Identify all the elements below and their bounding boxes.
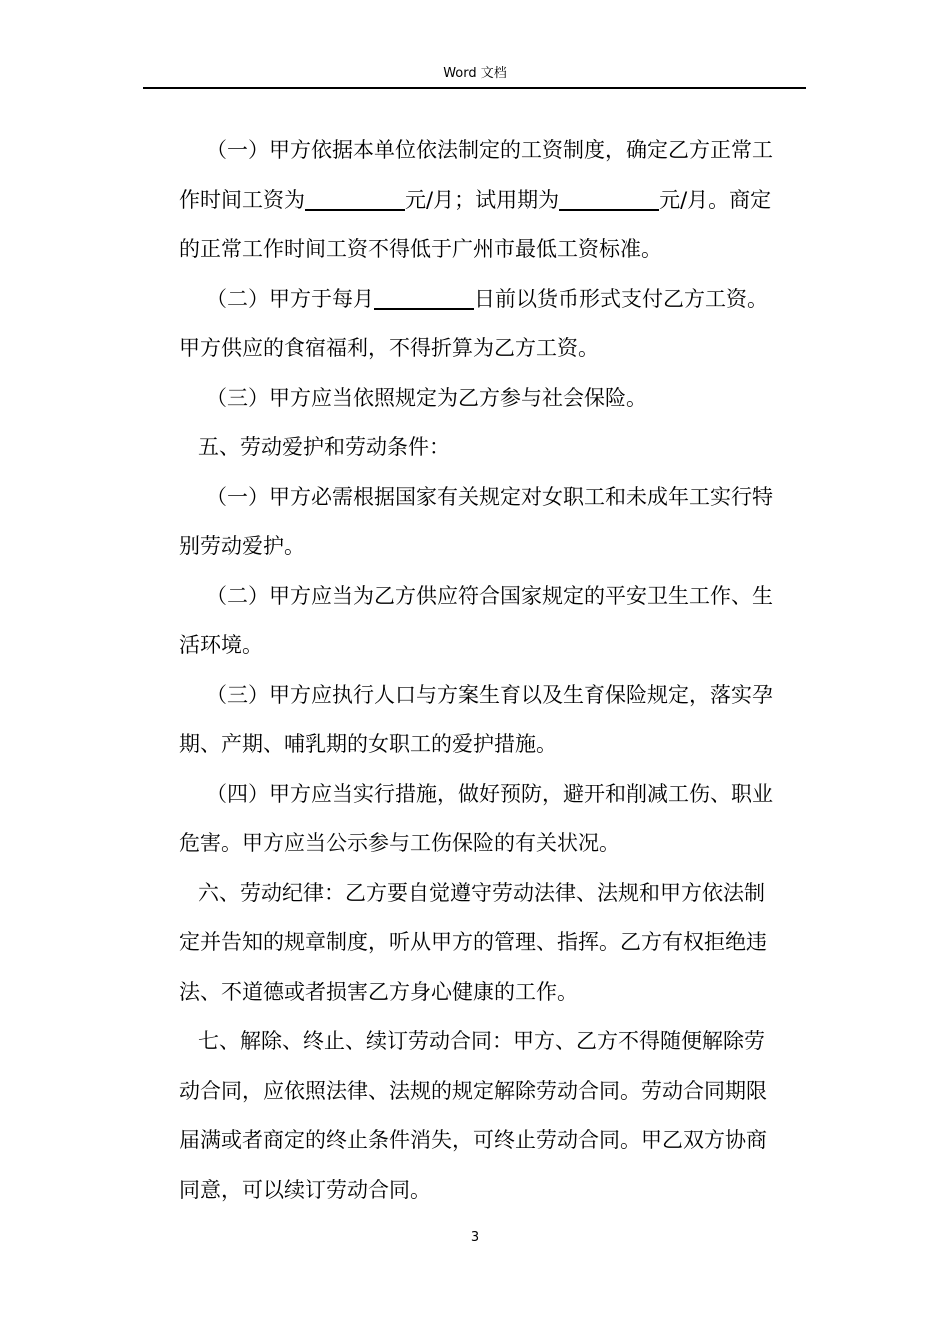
paragraph-contract-termination-line-4: 同意，可以续订劳动合同。 — [179, 1177, 431, 1202]
paragraph-maternity-line-1: （三）甲方应执行人口与方案生育以及生育保险规定，落实孕 — [206, 682, 773, 707]
paragraph-labor-discipline-line-3: 法、不道德或者损害乙方身心健康的工作。 — [179, 979, 578, 1004]
paragraph-pay-day-line-1 — [179, 275, 809, 325]
paragraph-wage-system-line-2 — [179, 176, 809, 226]
paragraph-pay-day-line-2: 甲方供应的食宿福利，不得折算为乙方工资。 — [179, 336, 599, 360]
paragraph-female-workers-line-1: （一）甲方必需根据国家有关规定对女职工和未成年工实行特 — [206, 484, 773, 509]
probation-wage-blank — [559, 187, 659, 211]
page-number: 3 — [470, 1230, 480, 1245]
paragraph-safety-environment-line-2: 活环境。 — [179, 633, 263, 657]
paragraph-injury-prevention-line-2: 危害。甲方应当公示参与工伤保险的有关状况。 — [179, 831, 620, 855]
pay-day-blank — [374, 286, 474, 310]
paragraph-maternity-line-2: 期、产期、哺乳期的女职工的爱护措施。 — [179, 732, 557, 756]
wage-text-b: 元/月；试用期为 — [405, 187, 560, 212]
normal-wage-blank — [305, 187, 405, 211]
paragraph-wage-system-line-1: （一）甲方依据本单位依法制定的工资制度，确定乙方正常工 — [206, 138, 773, 162]
wage-text-a: 作时间工资为 — [179, 187, 305, 212]
paragraph-labor-discipline-line-2: 定并告知的规章制度，听从甲方的管理、指挥。乙方有权拒绝违 — [179, 930, 767, 954]
paragraph-female-workers-line-2: 别劳动爱护。 — [179, 534, 305, 558]
paragraph-social-insurance: （三）甲方应当依照规定为乙方参与社会保险。 — [206, 385, 647, 410]
paragraph-labor-discipline-line-1: 六、劳动纪律：乙方要自觉遵守劳动法律、法规和甲方依法制 — [198, 880, 765, 905]
header-divider — [143, 87, 806, 89]
page-header: Word 文档 — [443, 66, 507, 81]
wage-text-c: 元/月。商定 — [659, 187, 772, 212]
paragraph-injury-prevention-line-1: （四）甲方应当实行措施，做好预防，避开和削减工伤、职业 — [206, 781, 773, 806]
paragraph-wage-system-line-3: 的正常工作时间工资不得低于广州市最低工资标准。 — [179, 237, 662, 261]
paragraph-contract-termination-line-1: 七、解除、终止、续订劳动合同：甲方、乙方不得随便解除劳 — [198, 1029, 765, 1053]
document-body — [179, 126, 809, 1215]
paragraph-contract-termination-line-2: 动合同，应依照法律、法规的规定解除劳动合同。劳动合同期限 — [179, 1078, 767, 1103]
pay-day-text-b: 日前以货币形式支付乙方工资。 — [474, 286, 768, 311]
paragraph-contract-termination-line-3: 届满或者商定的终止条件消失，可终止劳动合同。甲乙双方协商 — [179, 1128, 767, 1152]
pay-day-text-a: （二）甲方于每月 — [206, 286, 374, 311]
section-heading-labor-protection: 五、劳动爱护和劳动条件： — [198, 435, 450, 459]
paragraph-safety-environment-line-1: （二）甲方应当为乙方供应符合国家规定的平安卫生工作、生 — [206, 583, 773, 608]
